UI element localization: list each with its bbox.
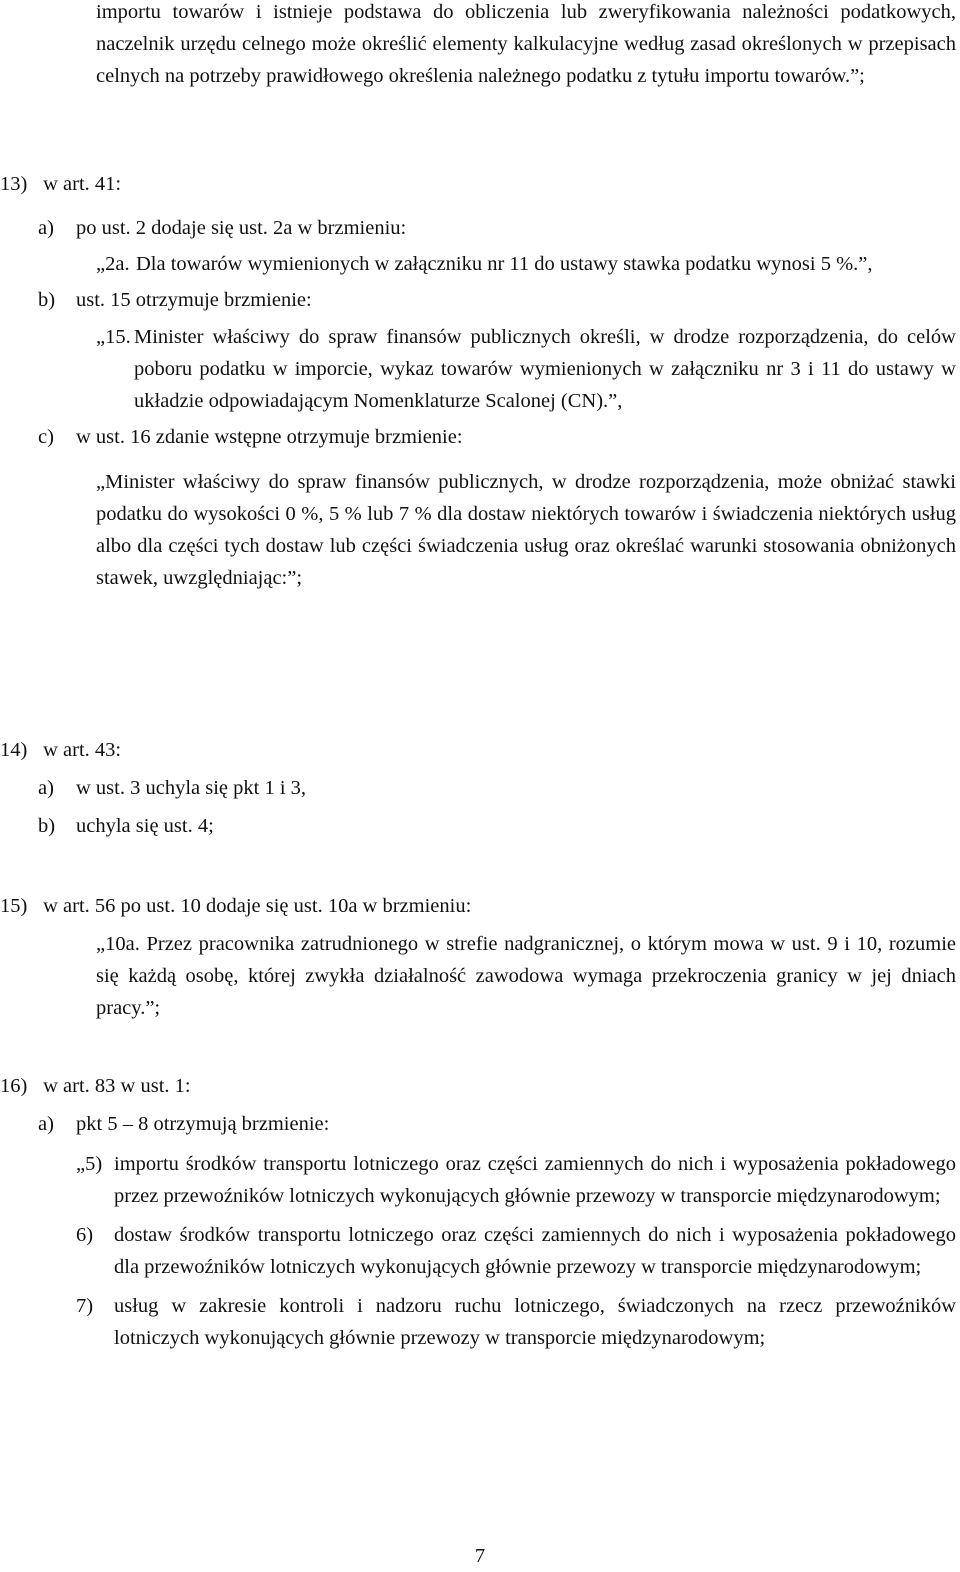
letter-label: a) [38,1113,54,1135]
letter-text: pkt 5 – 8 otrzymują brzmienie: [76,1113,330,1135]
point-label: 7) [76,1295,94,1317]
item-heading-text: w art. 41: [43,173,122,195]
letter-label: a) [38,217,54,239]
point-6 [76,1219,956,1283]
item-14-heading [0,734,960,766]
item-heading-text: w art. 43: [43,739,122,761]
letter-text: w ust. 3 uchyla się pkt 1 i 3, [76,777,307,799]
quote-10a [96,928,956,1024]
point-text: usług w zakresie kontroli i nadzoru ruchu lotniczego, świadczonych na rzecz przewoźników lotniczych wykonujących głównie przewozy w transporcie międzynarodowym; [114,1295,956,1349]
quote-label: „15. [96,326,131,348]
letter-a [38,772,960,804]
letter-a [38,1108,960,1140]
item-number: 15) [0,895,28,917]
point-label: „5) [76,1153,103,1175]
quote-text: Minister właściwy do spraw finansów publicznych określi, w drodze rozporządzenia, do celów poboru podatku w imporcie, wykaz towarów wymienionych w załączniku nr 3 i 11 do ustawy w układzie odpowiadającym Nomenklaturze Scalonej (CN).”, [134,326,956,412]
letter-b [38,810,960,842]
quote-text [96,928,956,1024]
item-16-heading [0,1070,960,1102]
quote-label: „10a. [96,933,140,955]
item-number: 14) [0,739,28,761]
item-heading-text: w art. 56 po ust. 10 dodaje się ust. 10a w brzmieniu: [43,895,472,917]
point-text: dostaw środków transportu lotniczego oraz części zamiennych do nich i wyposażenia pokładowego dla przewoźników lotniczych wykonujących głównie przewozy w transporcie międzynarodowym; [114,1224,956,1278]
item-13 [0,168,960,594]
letter-b [38,284,960,316]
quote-body: Przez pracownika zatrudnionego w strefie nadgranicznej, o którym mowa w ust. 9 i 10, rozumie się każdą osobę, której zwykła działalność zawodowa wymaga przekroczenia granicy w jej dniach pracy.”; [96,933,957,1019]
letter-label: c) [38,426,54,448]
quote-15 [96,321,956,417]
letter-text: ust. 15 otrzymuje brzmienie: [76,289,312,311]
item-16 [0,1070,960,1354]
item-heading-text: w art. 83 w ust. 1: [43,1075,191,1097]
letter-label: b) [38,289,56,311]
letter-text: po ust. 2 dodaje się ust. 2a w brzmieniu: [76,217,407,239]
item-15-heading [0,890,960,922]
letter-label: a) [38,777,54,799]
quote-label: „2a. [96,253,130,275]
item-number: 13) [0,173,28,195]
item-number: 16) [0,1075,28,1097]
intro-paragraph: importu towarów i istnieje podstawa do obliczenia lub zweryfikowania należności podatkowych, naczelnik urzędu celnego może określić elementy kalkulacyjne według zasad określonych w przepisach celnych na potrzeby prawidłowego określenia należnego podatku z tytułu importu towarów.”; [96,1,956,87]
item-13-heading [0,168,960,200]
quote-2a [96,248,956,280]
letter-a [38,212,960,244]
point-7 [76,1290,956,1354]
point-text: importu środków transportu lotniczego oraz części zamiennych do nich i wyposażenia pokładowego przez przewoźników lotniczych wykonujących głównie przewozy w transporcie międzynarodowym; [114,1153,956,1207]
quote-text: Dla towarów wymienionych w załączniku nr 11 do ustawy stawka podatku wynosi 5 %.”, [136,253,873,275]
letter-label: b) [38,815,56,837]
page-number: 7 [474,1545,486,1567]
item-14 [0,734,960,842]
quote-16: „Minister właściwy do spraw finansów publicznych, w drodze rozporządzenia, może obniżać stawki podatku do wysokości 0 %, 5 % lub 7 % dla dostaw niektórych towarów i świadczenia niektórych usług albo dla części tych dostaw lub części świadczenia usług oraz określać warunki stosowania obniżonych stawek, uwzględniając:”; [96,471,956,589]
point-label: 6) [76,1224,94,1246]
letter-c [38,421,960,453]
point-5 [76,1148,956,1212]
letter-text: w ust. 16 zdanie wstępne otrzymuje brzmienie: [76,426,463,448]
letter-text: uchyla się ust. 4; [76,815,214,837]
item-15 [0,890,960,1024]
